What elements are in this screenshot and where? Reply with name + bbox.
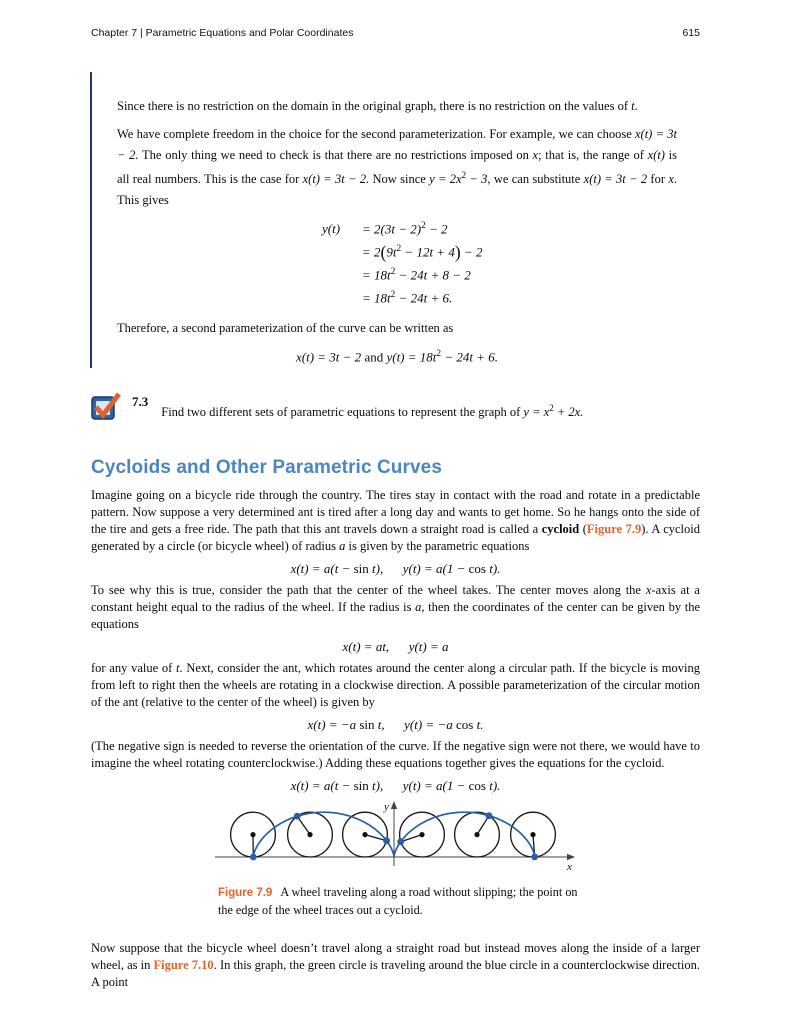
paragraph <box>91 738 700 772</box>
text-run <box>389 639 409 654</box>
math-run: y = 2x <box>429 172 462 187</box>
example-left-rule <box>90 72 92 368</box>
math-run: − 24t + 6. <box>395 290 453 306</box>
display-equation <box>91 716 700 733</box>
text-run: . This gives <box>117 172 678 207</box>
math-run: x(t) = 3t − 2 <box>583 172 648 187</box>
text-run: sin <box>353 561 369 576</box>
text-run: , then the coordinates of the center can be given by the equations <box>91 600 701 631</box>
text-run: (The negative sign is needed to reverse the orientation of the curve. If the negative sign were not there, we would have to imagine the wheel rotating counterclockwise.) Adding these equations together gives the equations for the cycloid. <box>91 739 700 770</box>
text-run: sin <box>359 717 375 732</box>
text-run: Imagine going on a bicycle ride through the country. The tires stay in contact with the road and rotate in a predictable pattern. Now suppose a very determined ant is tired after a long day and wants to get home. So he hangs onto the side of the tire and gets a free ride. The path that this ant travels down a straight road is called a <box>91 488 700 536</box>
math-run: t, <box>374 717 385 732</box>
paragraph <box>117 98 677 115</box>
equation-rhs <box>362 287 452 306</box>
y-axis-label: y <box>384 801 389 813</box>
page-number: 615 <box>682 27 700 39</box>
section-title: Cycloids and Other Parametric Curves <box>91 457 443 478</box>
math-run: y(t) = a <box>408 639 449 654</box>
example-solution-block <box>117 98 677 365</box>
figure-caption-text: A wheel traveling along a road without slipping; the point on the edge of the wheel traces out a cycloid. <box>218 885 578 917</box>
text-run: cycloid <box>541 522 580 536</box>
math-run: a <box>415 600 422 614</box>
text-run: ). A cycloid generated by a circle (or bicycle wheel) of radius <box>91 522 700 553</box>
paragraph <box>91 660 700 711</box>
math-run: = 18t <box>362 290 391 306</box>
text-run <box>383 778 403 793</box>
x-axis-label: x <box>567 861 572 873</box>
math-run: y = x <box>523 405 550 420</box>
text-run: . <box>634 99 638 113</box>
text-run: The only thing we need to check is that there are no restrictions imposed on <box>138 147 533 162</box>
math-run: x <box>668 172 674 187</box>
math-run: x(t) = a(t − <box>290 561 354 576</box>
figure-reference-link[interactable]: Figure 7.9 <box>586 522 642 536</box>
text-run: sin <box>353 778 369 793</box>
text-run: is given by the parametric equations <box>345 539 530 553</box>
equation-rhs <box>362 218 448 237</box>
page-header <box>91 27 700 39</box>
text-run: and <box>361 349 387 365</box>
figure-caption <box>218 884 586 918</box>
equation-rhs <box>362 241 482 262</box>
text-run: Now suppose that the bicycle wheel doesn’t travel along a straight road but instead moves along the inside of a larger wheel, as in <box>91 941 700 972</box>
math-run: = 2 <box>362 244 381 260</box>
figure-reference-link[interactable]: Figure 7.10 <box>153 958 214 972</box>
math-run: t), <box>368 778 384 793</box>
math-run: − 12t + 4 <box>401 244 455 260</box>
paragraph <box>91 582 700 633</box>
text-run: ; that is, the range of <box>538 147 648 162</box>
math-run: x(t) = −a <box>307 717 360 732</box>
math-run: y(t) = a(1 − <box>402 778 469 793</box>
math-run: t. <box>473 717 484 732</box>
math-run: t), <box>368 561 384 576</box>
paragraph <box>91 487 700 555</box>
text-run: cos <box>456 717 474 732</box>
figure-caption-label: Figure 7.9 <box>218 887 273 899</box>
text-run: Since there is no restriction on the domain in the original graph, there is no restriction on the values of <box>117 99 632 113</box>
math-run: x(t) = 3t − 2. <box>117 127 677 162</box>
text-run: for any value of <box>91 661 177 675</box>
checkpoint-text <box>161 391 583 421</box>
math-run: x <box>532 147 539 162</box>
text-run: ) <box>454 242 461 263</box>
math-run: 9t <box>386 244 397 260</box>
equation-line <box>322 241 677 264</box>
math-run: t). <box>485 561 501 576</box>
equation-line <box>322 264 677 287</box>
text-run: for <box>647 172 669 187</box>
text-run: . In this graph, the green circle is traveling around the blue circle in a counterclockwise direction. A point <box>91 958 700 989</box>
math-run: − 3, <box>466 172 491 187</box>
math-run: − 2 <box>425 221 448 237</box>
math-run: t <box>176 661 180 675</box>
equation-line <box>322 287 677 310</box>
display-equation <box>91 638 700 655</box>
exponent: 2 <box>436 349 442 360</box>
x-axis-arrow <box>567 854 575 860</box>
math-run: y(t) = 18t <box>386 349 437 365</box>
y-axis-arrow <box>391 801 397 809</box>
math-run: x(t) <box>647 147 665 162</box>
equation-line <box>322 218 677 241</box>
math-run: x <box>645 583 652 597</box>
text-run: We have complete freedom in the choice for the second parameterization. For example, we can choose <box>117 127 635 141</box>
checkpoint-icon <box>91 391 121 421</box>
text-run: cos <box>468 561 486 576</box>
text-run: . Next, consider the ant, which rotates around the center along a circular path. If the bicycle is moving from left to right then the wheels are rotating in a clockwise direction. A possible parameterization of the circular motion of the ant (relative to the center of the wheel) is given by <box>91 661 701 709</box>
text-run: ( <box>380 242 387 263</box>
math-run: a <box>339 539 346 553</box>
paragraph <box>91 940 700 991</box>
wheel-centers <box>250 832 535 837</box>
math-run: t <box>631 99 635 113</box>
exponent: 2 <box>461 170 467 180</box>
text-run: -axis at a constant height equal to the radius of the wheel. If the radius is <box>91 583 700 614</box>
text-run <box>385 717 405 732</box>
exponent: 2 <box>390 267 396 278</box>
text-run: cos <box>468 778 486 793</box>
math-run: x(t) = a(t − <box>290 778 354 793</box>
text-run: ( <box>579 522 587 536</box>
text-run: Now since <box>369 172 430 187</box>
display-equation <box>117 346 677 365</box>
math-run: − 24t + 8 − 2 <box>395 267 471 283</box>
text-run: is all real numbers. This is the case for <box>117 147 678 187</box>
exponent: 2 <box>390 290 396 301</box>
equation-derivation <box>322 218 677 310</box>
exponent: 2 <box>396 244 402 255</box>
math-run: x(t) = 3t − 2. <box>302 172 370 187</box>
math-run: + 2x. <box>553 405 584 420</box>
section-body <box>91 487 700 991</box>
math-run: y(t) = −a <box>404 717 456 732</box>
figure-7-9 <box>215 800 595 918</box>
paragraph: Therefore, a second parameterization of the curve can be written as <box>117 321 454 336</box>
checkpoint-number: 7.3 <box>132 394 149 409</box>
math-run: = 2(3t − 2) <box>362 221 422 237</box>
math-run: = 18t <box>362 267 391 283</box>
text-run: Find two different sets of parametric equations to represent the graph of <box>161 405 524 420</box>
cycloid-figure <box>215 800 595 880</box>
math-run: y(t) = a(1 − <box>402 561 469 576</box>
display-equation <box>91 777 700 794</box>
math-run: − 24t + 6. <box>441 349 498 365</box>
paragraph <box>117 124 677 210</box>
equation-rhs <box>362 264 471 283</box>
math-run: t). <box>485 778 501 793</box>
checkpoint-7-3 <box>91 391 700 421</box>
text-run: To see why this is true, consider the path that the center of the wheel takes. The center moves along the <box>91 583 646 597</box>
display-equation <box>91 560 700 577</box>
math-run: x(t) = 3t − 2 <box>295 349 362 365</box>
text-run: we can substitute <box>490 172 584 187</box>
exponent: 2 <box>421 221 426 232</box>
math-run: − 2 <box>460 244 483 260</box>
math-run: x(t) = at, <box>342 639 390 654</box>
text-run <box>383 561 403 576</box>
equation-lhs: y(t) <box>322 221 341 237</box>
exponent: 2 <box>549 403 554 413</box>
chapter-title: Chapter 7 | Parametric Equations and Polar Coordinates <box>91 27 354 39</box>
